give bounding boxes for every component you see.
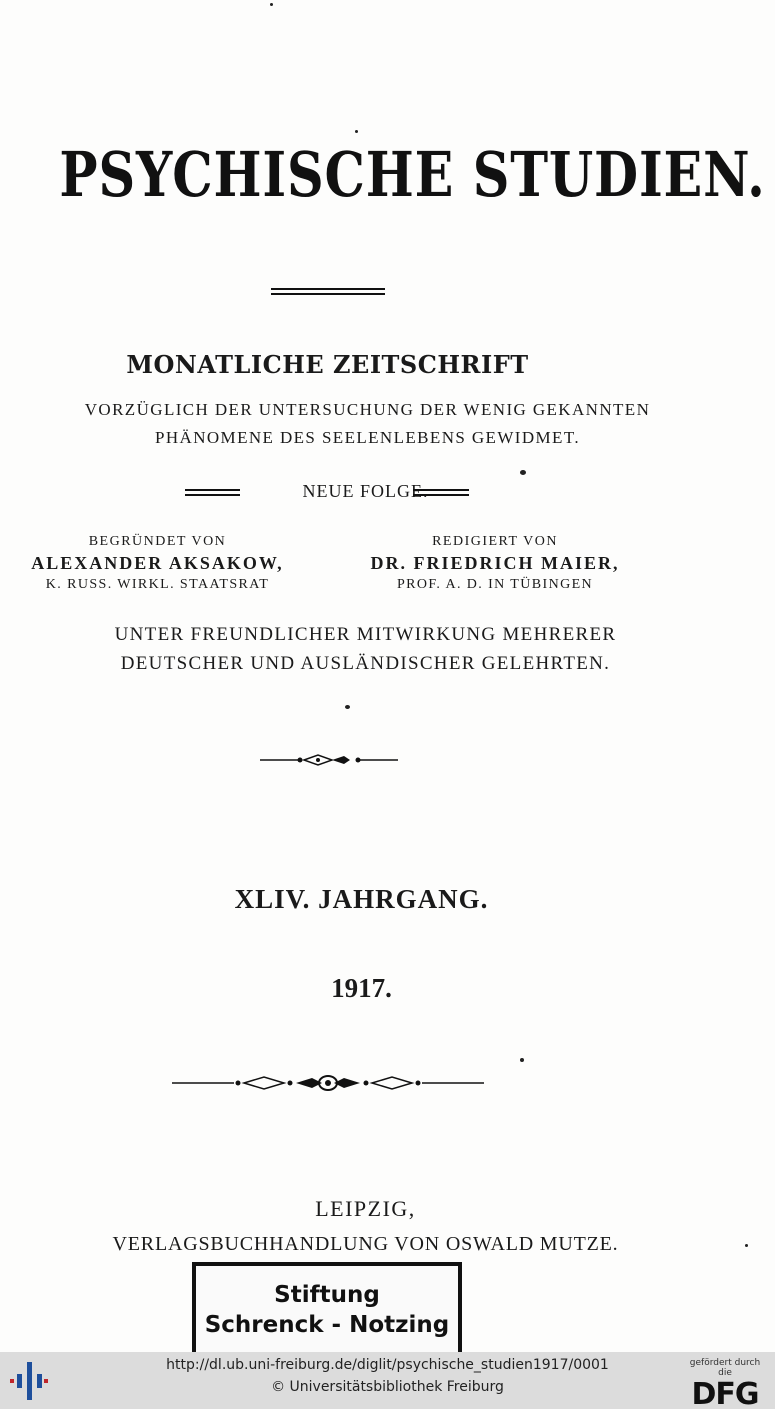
dfg-caption: gefördert durch die [689,1358,761,1378]
series-rule-right [413,489,469,496]
subtitle: MONATLICHE ZEITSCHRIFT [126,350,529,379]
editor-name: DR. FRIEDRICH MAIER, [370,553,620,573]
ink-speck [345,705,350,709]
ink-speck [745,1244,748,1247]
year-label: 1917. [331,973,392,1003]
publisher-city: LEIPZIG, [315,1196,416,1221]
founder-title: K. RUSS. WIRKL. STAATSRAT [45,577,270,592]
ink-speck [355,130,358,133]
dfg-logo-icon [683,1358,767,1412]
dfg-mark: DFG [691,1377,759,1412]
editor-label: REDIGIERT VON [432,534,558,549]
footer-url[interactable]: http://dl.ub.uni-freiburg.de/diglit/psychische_studien1917/0001 [166,1357,609,1373]
founder-block [0,534,315,593]
footer-bar [0,1352,775,1412]
founder-name: ALEXANDER AKSAKOW, [31,553,284,573]
ornament-divider-small [258,750,400,770]
description-line-1: VORZÜGLICH DER UNTERSUCHUNG DER WENIG GEKANNTEN [84,400,651,419]
series-label: NEUE FOLGE. [302,481,429,501]
ink-speck [270,3,273,6]
library-stamp [192,1262,462,1358]
title-rule [271,288,385,295]
founder-label: BEGRÜNDET VON [88,534,227,549]
journal-title: PSYCHISCHE STUDIEN. [59,138,766,211]
footer-copyright: © Universitätsbibliothek Freiburg [271,1379,504,1395]
ornament-divider-large [172,1072,484,1094]
editor-title: PROF. A. D. IN TÜBINGEN [396,577,594,592]
ink-speck [520,470,526,475]
publisher-name: VERLAGSBUCHHANDLUNG VON OSWALD MUTZE. [112,1233,619,1255]
stamp-line-2: Schrenck - Notzing [204,1312,450,1338]
volume-label: XLIV. JAHRGANG. [234,884,489,914]
stamp-line-1: Stiftung [274,1282,380,1308]
cooperation-line-2: DEUTSCHER UND AUSLÄNDISCHER GELEHRTEN. [120,653,611,674]
ink-speck [520,1058,524,1062]
cooperation-line-1: UNTER FREUNDLICHER MITWIRKUNG MEHRERER [114,624,617,645]
description-line-2: PHÄNOMENE DES SEELENLEBENS GEWIDMET. [155,428,580,447]
editor-block [340,534,650,593]
